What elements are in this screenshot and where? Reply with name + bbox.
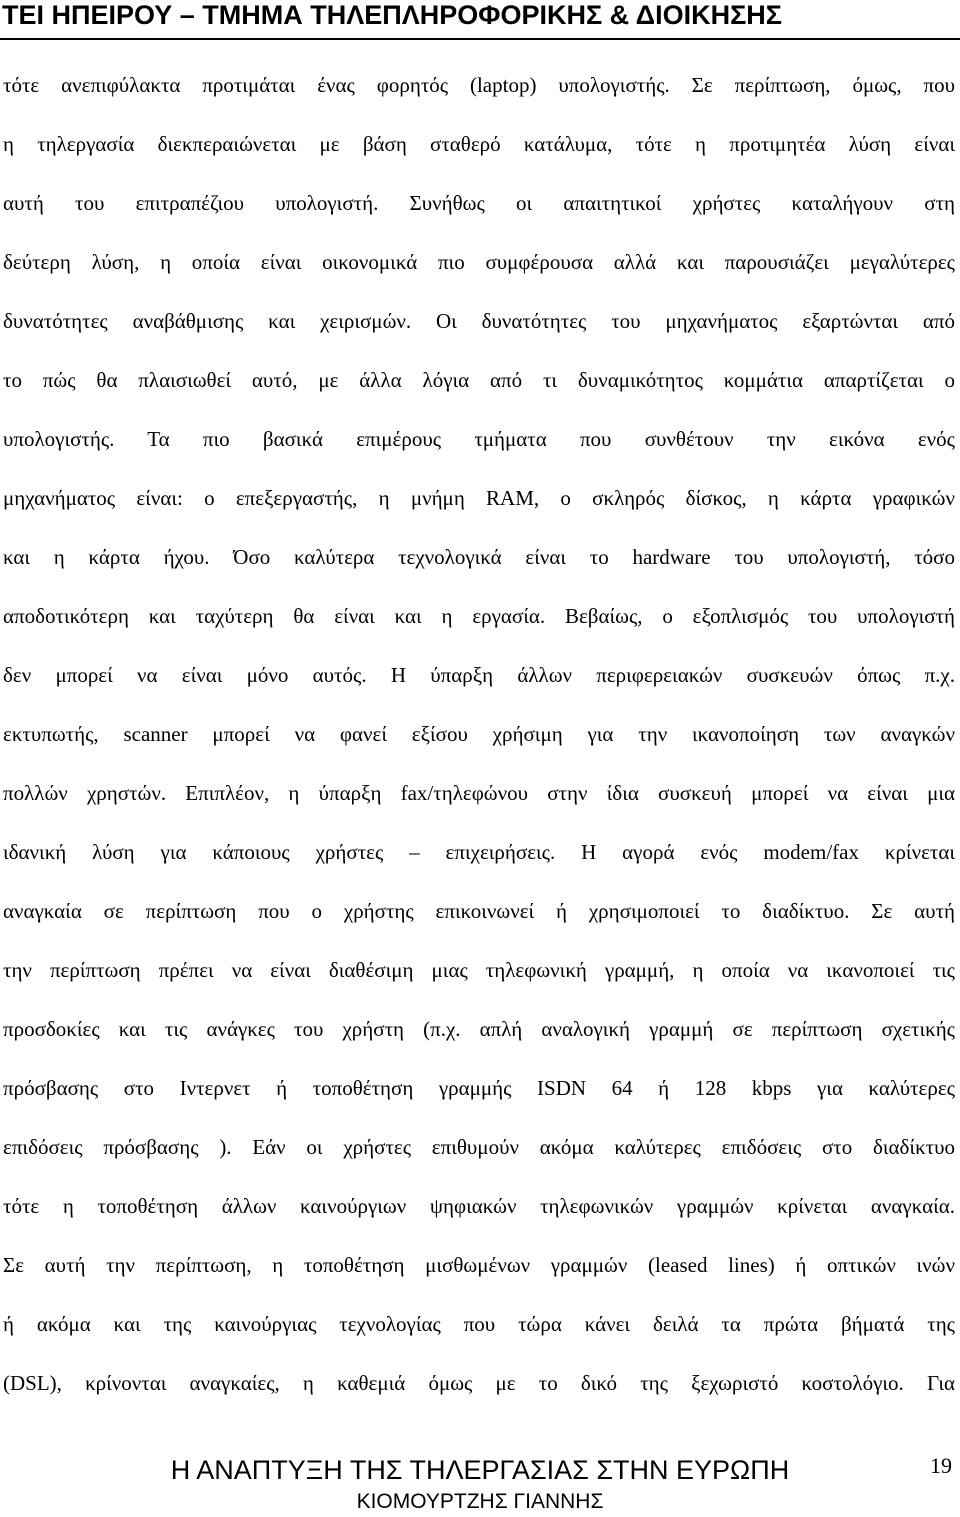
- body-line: εκτυπωτής, scanner μπορεί να φανεί εξίσου χρήσιμη για την ικανοποίηση των αναγκών: [3, 722, 955, 746]
- body-line: το πώς θα πλαισιωθεί αυτό, με άλλα λόγια από τι δυναμικότητος κομμάτια απαρτίζεται ο: [3, 368, 955, 392]
- body-line: επιδόσεις πρόσβασης ). Εάν οι χρήστες επιθυμούν ακόμα καλύτερες επιδόσεις στο διαδίκτυο: [3, 1135, 955, 1159]
- footer-author: ΚΙΟΜΟΥΡΤΖΗΣ ΓΙΑΝΝΗΣ: [356, 1490, 604, 1513]
- header-title: ΤΕΙ ΗΠΕΙΡΟΥ – ΤΜΗΜΑ ΤΗΛΕΠΛΗΡΟΦΟΡΙΚΗΣ & ΔΙΟΙΚΗΣΗΣ: [2, 0, 782, 30]
- header-divider: [0, 38, 960, 40]
- body-line: μηχανήματος είναι: ο επεξεργαστής, η μνήμη RAM, ο σκληρός δίσκος, η κάρτα γραφικών: [3, 486, 955, 510]
- page-footer: [0, 1455, 960, 1517]
- body-line: δεύτερη λύση, η οποία είναι οικονομικά πιο συμφέρουσα αλλά και παρουσιάζει μεγαλύτερες: [3, 250, 955, 274]
- body-line: δεν μπορεί να είναι μόνο αυτός. Η ύπαρξη άλλων περιφερειακών συσκευών όπως π.χ.: [3, 663, 955, 687]
- body-line: πολλών χρηστών. Επιπλέον, η ύπαρξη fax/τηλεφώνου στην ίδια συσκευή μπορεί να είναι μια: [3, 781, 955, 805]
- body-line: ή ακόμα και της καινούργιας τεχνολογίας που τώρα κάνει δειλά τα πρώτα βήματά της: [3, 1312, 955, 1336]
- body-line: πρόσβασης στο Ιντερνετ ή τοποθέτηση γραμμής ISDN 64 ή 128 kbps για καλύτερες: [3, 1076, 955, 1100]
- body-line: αναγκαία σε περίπτωση που ο χρήστης επικοινωνεί ή χρησιμοποιεί το διαδίκτυο. Σε αυτή: [3, 899, 955, 923]
- body-text: [3, 70, 955, 1427]
- body-line: τότε η τοποθέτηση άλλων καινούργιων ψηφιακών τηλεφωνικών γραμμών κρίνεται αναγκαία.: [3, 1194, 955, 1218]
- footer-title: Η ΑΝΑΠΤΥΞΗ ΤΗΣ ΤΗΛΕΡΓΑΣΙΑΣ ΣΤΗΝ ΕΥΡΩΠΗ: [170, 1455, 790, 1485]
- body-line: η τηλεργασία διεκπεραιώνεται με βάση σταθερό κατάλυμα, τότε η προτιμητέα λύση είναι: [3, 132, 955, 156]
- body-line: αποδοτικότερη και ταχύτερη θα είναι και η εργασία. Βεβαίως, ο εξοπλισμός του υπολογιστή: [3, 604, 955, 628]
- page-header: [0, 0, 960, 38]
- body-line: προσδοκίες και τις ανάγκες του χρήστη (π.χ. απλή αναλογική γραμμή σε περίπτωση σχετικής: [3, 1017, 955, 1041]
- body-line: την περίπτωση πρέπει να είναι διαθέσιμη μιας τηλεφωνική γραμμή, η οποία να ικανοποιεί τις: [3, 958, 955, 982]
- body-line: ιδανική λύση για κάποιους χρήστες – επιχειρήσεις. Η αγορά ενός modem/fax κρίνεται: [3, 840, 955, 864]
- body-line: Σε αυτή την περίπτωση, η τοποθέτηση μισθωμένων γραμμών (leased lines) ή οπτικών ινών: [3, 1253, 955, 1277]
- body-line: υπολογιστής. Τα πιο βασικά επιμέρους τμήματα που συνθέτουν την εικόνα ενός: [3, 427, 955, 451]
- page-number: 19: [930, 1453, 952, 1478]
- body-line: δυνατότητες αναβάθμισης και χειρισμών. Οι δυνατότητες του μηχανήματος εξαρτώνται από: [3, 309, 955, 333]
- body-line: και η κάρτα ήχου. Όσο καλύτερα τεχνολογικά είναι το hardware του υπολογιστή, τόσο: [3, 545, 955, 569]
- body-line: (DSL), κρίνονται αναγκαίες, η καθεμιά όμως με το δικό της ξεχωριστό κοστολόγιο. Για: [3, 1371, 955, 1395]
- body-line: αυτή του επιτραπέζιου υπολογιστή. Συνήθως οι απαιτητικοί χρήστες καταλήγουν στη: [3, 191, 955, 215]
- body-line: τότε ανεπιφύλακτα προτιμάται ένας φορητός (laptop) υπολογιστής. Σε περίπτωση, όμως, που: [3, 73, 955, 97]
